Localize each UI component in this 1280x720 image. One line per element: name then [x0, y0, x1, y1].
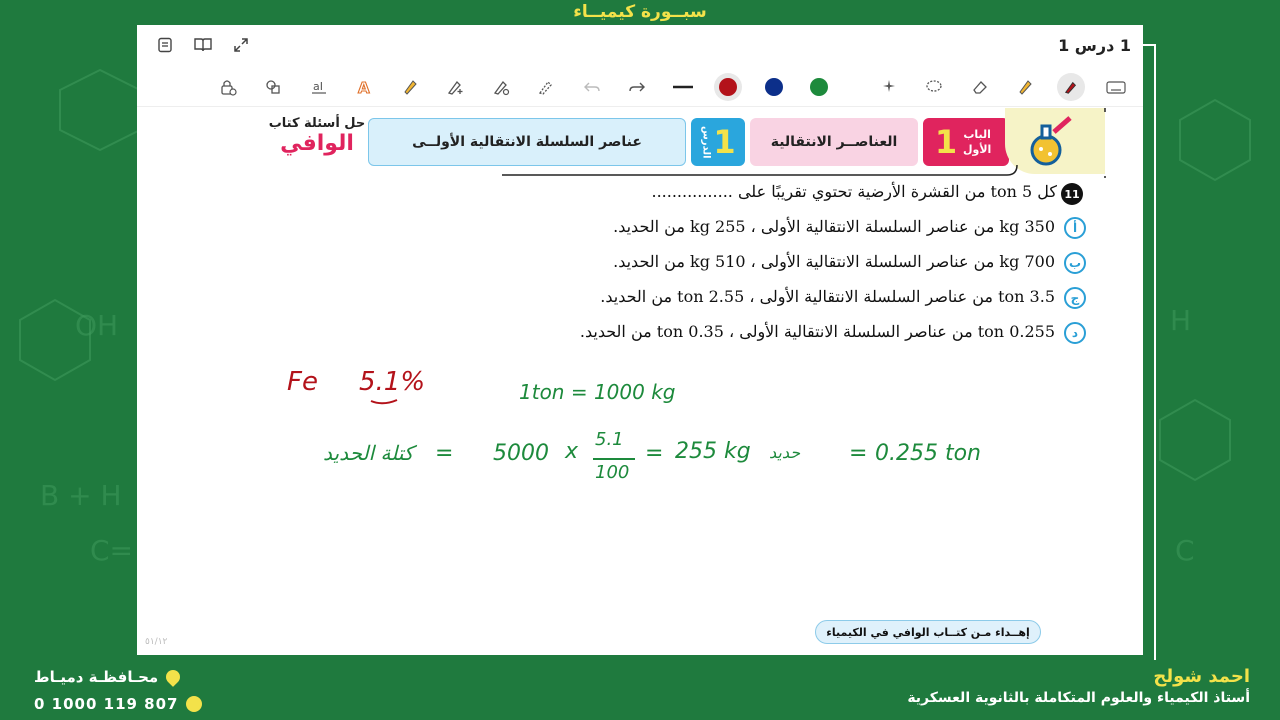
color-blue[interactable]	[751, 67, 797, 107]
book-caption: حل أسئلة كتاب	[268, 116, 366, 131]
question-number-badge: 11	[1061, 183, 1083, 205]
handwritten-mass-label: كتلة الحديد	[323, 441, 414, 465]
undo-icon[interactable]	[569, 67, 615, 107]
handwritten-equals-2: =	[645, 441, 664, 466]
magic-icon[interactable]	[866, 67, 912, 107]
svg-text:OH: OH	[75, 309, 119, 342]
location-caption	[34, 668, 180, 686]
pen-settings-icon[interactable]	[478, 67, 524, 107]
document-title: 1 درس 1	[1058, 35, 1131, 55]
laser-icon[interactable]	[524, 67, 570, 107]
option-a-badge: أ	[1064, 217, 1086, 239]
banner-underline	[137, 108, 1143, 178]
percent-underline	[369, 397, 399, 407]
text-icon[interactable]	[296, 67, 342, 107]
viewer-topbar	[137, 25, 1143, 65]
svg-text:C: C	[1175, 534, 1195, 567]
book-icon[interactable]	[193, 35, 213, 55]
location-text: محـافظـة دميـاط	[34, 668, 159, 686]
document-viewer	[137, 25, 1143, 655]
option-a-text: 350 kg من عناصر السلسلة الانتقالية الأولى ، 255 kg من الحديد.	[613, 217, 1055, 236]
book-dedication-pill: إهــداء مـن كتــاب الوافي في الكيمياء	[815, 620, 1041, 644]
eraser-icon[interactable]	[957, 67, 1003, 107]
phone-number: 0 1000 119 807	[34, 695, 179, 713]
expand-icon[interactable]	[231, 35, 251, 55]
handwritten-mass-value: 5000	[493, 441, 549, 466]
book-name: الوافي	[280, 131, 354, 156]
option-c-text: 3.5 ton من عناصر السلسلة الانتقالية الأولى ، 2.55 ton من الحديد.	[600, 287, 1055, 306]
lock-icon[interactable]	[205, 67, 251, 107]
shapes-icon[interactable]	[251, 67, 297, 107]
pen-plus-icon[interactable]	[433, 67, 479, 107]
location-pin-icon	[163, 667, 183, 687]
page-number: ٥١/١٢	[145, 637, 168, 647]
svg-text:H: H	[1170, 304, 1192, 337]
list-icon[interactable]	[155, 35, 175, 55]
color-red[interactable]	[706, 67, 752, 107]
teacher-name: احمد شولح	[1153, 666, 1250, 687]
redo-icon[interactable]	[615, 67, 661, 107]
teacher-title: أستاذ الكيمياء والعلوم المتكاملة بالثانوية العسكرية	[907, 690, 1250, 706]
whatsapp-icon	[186, 696, 202, 712]
phone-caption	[34, 695, 202, 713]
option-c-badge: ج	[1064, 287, 1086, 309]
text-style-icon[interactable]	[342, 67, 388, 107]
handwritten-fe-percent: 5.1%	[359, 367, 426, 397]
line-weight-icon[interactable]	[660, 67, 706, 107]
svg-text:aI: aI	[312, 79, 323, 93]
handwritten-times: x	[565, 439, 579, 464]
channel-brand: سبــورة كيميــاء	[573, 2, 707, 22]
handwritten-fraction-denominator: 100	[595, 462, 630, 483]
handwritten-fraction-numerator: 5.1	[595, 429, 624, 450]
handwritten-fe: Fe	[287, 367, 318, 397]
option-d-text: 0.255 ton من عناصر السلسلة الانتقالية الأولى ، 0.35 ton من الحديد.	[579, 322, 1055, 341]
marker-icon[interactable]	[1003, 67, 1049, 107]
svg-text:B + H: B + H	[40, 479, 122, 512]
option-d-badge: د	[1064, 322, 1086, 344]
keyboard-icon[interactable]	[1094, 67, 1140, 107]
lesson-title: عناصر السلسلة الانتقالية الأولــى	[412, 134, 642, 150]
handwritten-equals-1: =	[435, 441, 454, 466]
svg-text:A: A	[358, 78, 370, 96]
lesson-banner	[137, 108, 1143, 178]
handwritten-equals-3: =	[849, 441, 868, 466]
option-b-text: 700 kg من عناصر السلسلة الانتقالية الأولى ، 510 kg من الحديد.	[613, 252, 1055, 271]
chapter-title: العناصــر الانتقالية	[770, 134, 898, 150]
chapter-number: 1	[934, 123, 958, 161]
pen-active-icon[interactable]	[1048, 67, 1094, 107]
lesson-number: 1	[713, 123, 736, 161]
handwritten-iron-word: حديد	[769, 443, 801, 462]
handwritten-result-kg: 255 kg	[675, 439, 751, 464]
handwritten-conversion: 1ton = 1000 kg	[519, 380, 676, 404]
handwritten-result-ton: 0.255 ton	[875, 441, 982, 466]
color-green[interactable]	[797, 67, 843, 107]
lesson-label: الدرس	[700, 125, 712, 159]
highlighter-icon[interactable]	[387, 67, 433, 107]
option-b-badge: ب	[1064, 252, 1086, 274]
question-stem: كل 5 ton من القشرة الأرضية تحتوي تقريبًا على ................	[651, 182, 1057, 201]
lasso-icon[interactable]	[912, 67, 958, 107]
chapter-label: الباب الأول	[962, 128, 992, 156]
svg-text:C=: C=	[90, 534, 134, 567]
annotation-toolbar	[137, 67, 1143, 107]
